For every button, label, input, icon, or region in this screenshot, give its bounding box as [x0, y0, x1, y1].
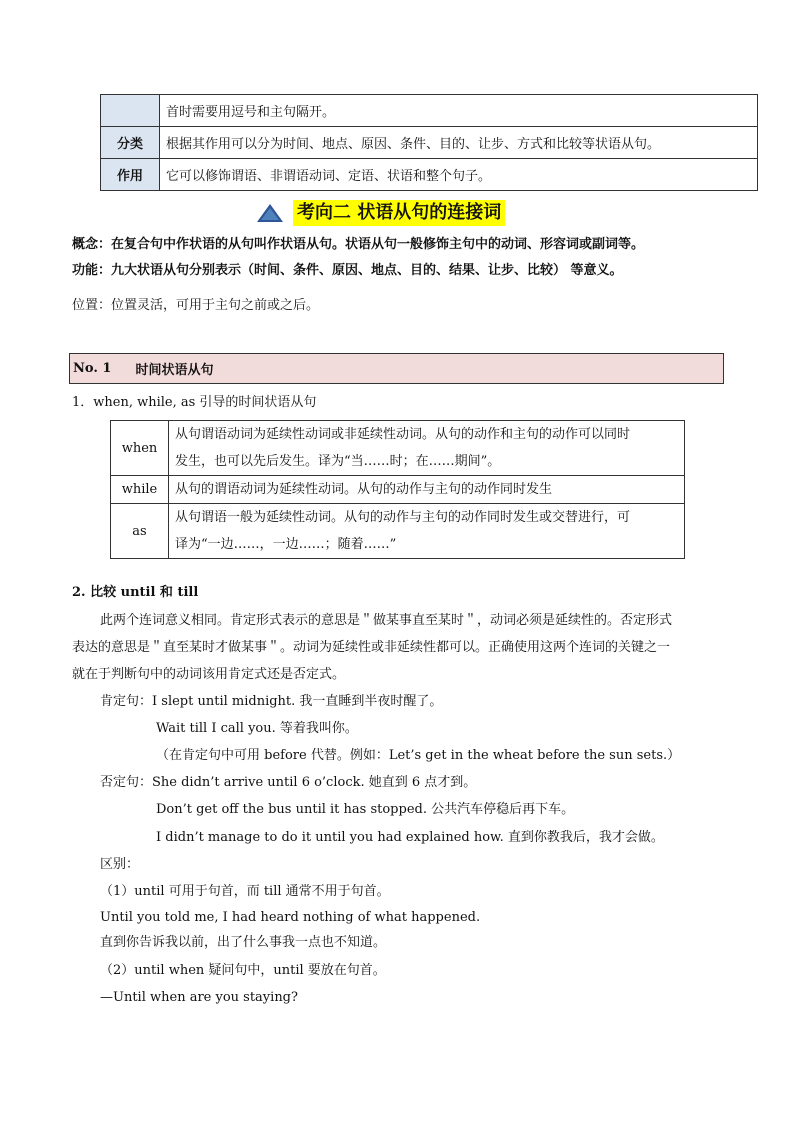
- section-heading: [257, 199, 505, 227]
- row-head: [101, 95, 160, 127]
- subsection-bar: [69, 353, 724, 384]
- definition-table: [100, 94, 758, 191]
- paragraph-line: 就在于判断句中的动词该用肯定式还是否定式。: [72, 667, 346, 682]
- subsection-title: 时间状语从句: [135, 363, 214, 378]
- difference-point: （2）until when 疑问句中，until 要放在句首。: [100, 963, 386, 978]
- conjunction-cell: while: [111, 476, 169, 504]
- table-row: [101, 95, 758, 127]
- section-title: 考向二 状语从句的连接词: [293, 200, 505, 226]
- subsection-number: No. 1: [73, 361, 112, 376]
- row-text: 根据其作用可以分为时间、地点、原因、条件、目的、让步、方式和比较等状语从句。: [160, 127, 758, 159]
- example-note: （在肯定句中可用 before 代替。例如：Let’s get in the wheat before the sun sets.）: [156, 748, 681, 763]
- difference-example: Until you told me, I had heard nothing of what happened.: [100, 910, 481, 925]
- example-negative: I didn’t manage to do it until you had explained how. 直到你教我后，我才会做。: [156, 830, 664, 845]
- row-text: 首时需要用逗号和主句隔开。: [160, 95, 758, 127]
- table-row: [101, 159, 758, 191]
- function-text: 功能：九大状语从句分别表示（时间、条件、原因、地点、目的、结果、让步、比较） 等意义。: [72, 263, 623, 278]
- conjunction-cell: when: [111, 421, 169, 476]
- difference-example-translation: 直到你告诉我以前，出了什么事我一点也不知道。: [100, 935, 387, 950]
- item2-title: 2. 比较 until 和 till: [72, 585, 199, 600]
- table-row: [111, 421, 685, 476]
- table-row: [111, 504, 685, 559]
- paragraph-line: 此两个连词意义相同。肯定形式表示的意思是＂做某事直至某时＂，动词必须是延续性的。否定形式: [100, 613, 673, 628]
- description-line: 译为“一边……，一边……；随着……”: [175, 537, 397, 552]
- conjunction-cell: as: [111, 504, 169, 559]
- row-head: 作用: [101, 159, 160, 191]
- description-cell: [169, 476, 685, 504]
- difference-example: —Until when are you staying?: [100, 990, 298, 1005]
- difference-point: （1）until 可用于句首，而 till 通常不用于句首。: [100, 884, 390, 899]
- difference-label: 区别：: [100, 857, 140, 872]
- table-row: [101, 127, 758, 159]
- row-head: 分类: [101, 127, 160, 159]
- example-negative: 否定句：She didn’t arrive until 6 o’clock. 她直到 6 点才到。: [100, 775, 477, 790]
- description-line: 发生，也可以先后发生。译为“当……时；在……期间”。: [175, 454, 501, 469]
- example-positive: Wait till I call you. 等着我叫你。: [156, 721, 358, 736]
- table-row: [111, 476, 685, 504]
- conjunction-table: [110, 420, 685, 559]
- example-positive: 肯定句：I slept until midnight. 我一直睡到半夜时醒了。: [100, 694, 443, 709]
- item1-title: 1．when, while, as 引导的时间状语从句: [72, 395, 317, 410]
- description-cell: [169, 504, 685, 559]
- example-negative: Don’t get off the bus until it has stopped. 公共汽车停稳后再下车。: [156, 802, 575, 817]
- row-text: 它可以修饰谓语、非谓语动词、定语、状语和整个句子。: [160, 159, 758, 191]
- description-line: 从句谓语动词为延续性动词或非延续性动词。从句的动作和主句的动作可以同时: [175, 427, 631, 442]
- description-line: 从句谓语一般为延续性动词。从句的动作与主句的动作同时发生或交替进行，可: [175, 510, 631, 525]
- concept-text: 概念：在复合句中作状语的从句叫作状语从句。状语从句一般修饰主句中的动词、形容词或副词等。: [72, 237, 645, 252]
- triangle-icon: [257, 204, 283, 222]
- description-line: 从句的谓语动词为延续性动词。从句的动作与主句的动作同时发生: [175, 482, 553, 497]
- description-cell: [169, 421, 685, 476]
- position-text: 位置：位置灵活，可用于主句之前或之后。: [72, 298, 320, 313]
- paragraph-line: 表达的意思是＂直至某时才做某事＂。动词为延续性或非延续性都可以。正确使用这两个连词的关键之一: [72, 640, 671, 655]
